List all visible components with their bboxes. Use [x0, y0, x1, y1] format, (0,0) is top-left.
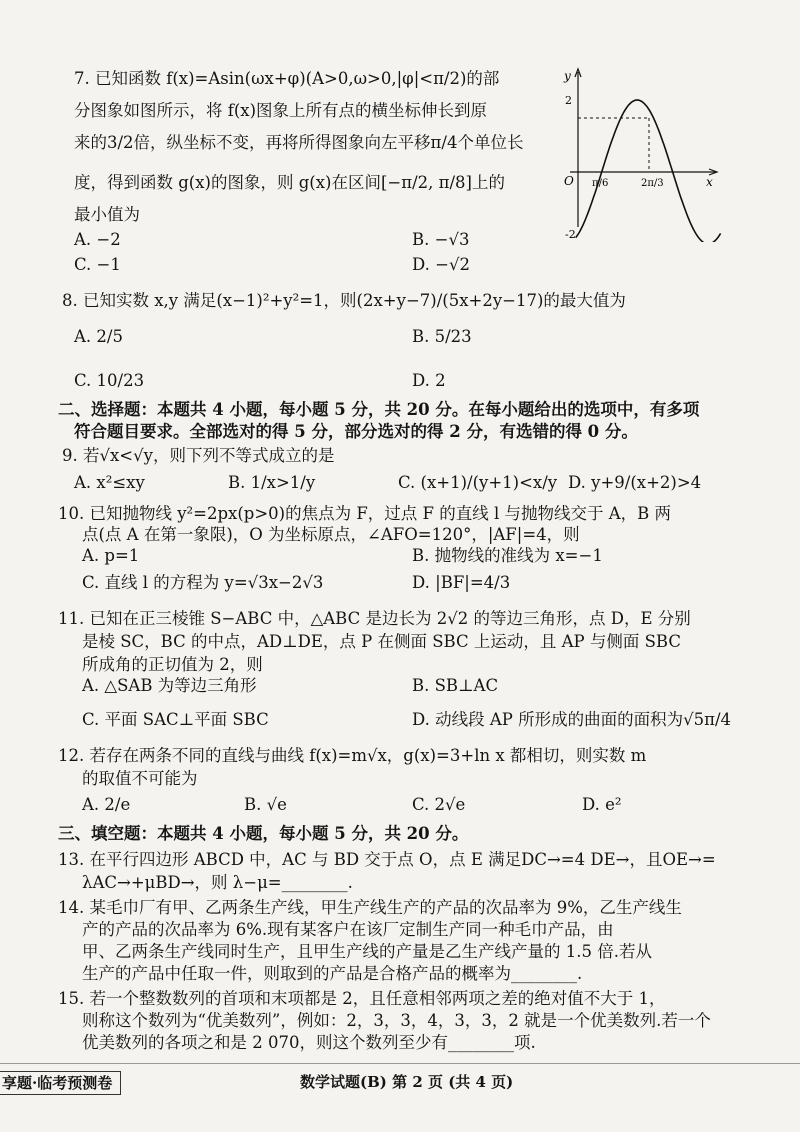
q7-option-b: B. −√3 — [412, 230, 470, 249]
q12-line-1: 12. 若存在两条不同的直线与曲线 f(x)=m√x，g(x)=3+ln x 都相切，则实数 m — [58, 746, 647, 765]
q8-option-c: C. 10/23 — [74, 371, 145, 390]
q9-option-d: D. y+9/(x+2)>4 — [568, 473, 702, 492]
q13-line-1: 13. 在平行四边形 ABCD 中，AC 与 BD 交于点 O，点 E 满足DC→=4 DE→，且OE→= — [58, 850, 716, 869]
q12-option-d: D. e² — [582, 795, 622, 814]
q8-option-b: B. 5/23 — [412, 327, 472, 346]
y-axis-label: y — [564, 69, 571, 83]
y-max-label: 2 — [565, 94, 572, 107]
q7-line-5: 最小值为 — [74, 205, 140, 224]
q7-option-d: D. −√2 — [412, 255, 470, 274]
q15-line-3: 优美数列的各项之和是 2 070，则这个数列至少有________项. — [82, 1033, 536, 1052]
q7-option-c: C. −1 — [74, 255, 121, 274]
x-axis — [570, 169, 717, 175]
q9-option-c: C. (x+1)/(y+1)<x/y — [398, 473, 558, 492]
q12-option-b: B. √e — [244, 795, 287, 814]
q11-line-2: 是棱 SC，BC 的中点，AD⊥DE，点 P 在侧面 SBC 上运动，且 AP 与侧面 SBC — [82, 632, 681, 651]
q14-line-4: 生产的产品中任取一件，则取到的产品是合格产品的概率为________. — [82, 964, 583, 983]
q8-stem: 8. 已知实数 x,y 满足(x−1)²+y²=1，则(2x+y−7)/(5x+2y−17)的最大值为 — [62, 291, 626, 310]
q12-line-2: 的取值不可能为 — [82, 769, 198, 788]
q15-line-1: 15. 若一个整数数列的首项和末项都是 2，且任意相邻两项之差的绝对值不大于 1， — [58, 989, 666, 1008]
q10-option-c: C. 直线 l 的方程为 y=√3x−2√3 — [82, 573, 324, 592]
section-2-header-line-2: 符合题目要求。全部选对的得 5 分，部分选对的得 2 分，有选错的得 0 分。 — [74, 422, 638, 441]
q7-sine-graph — [548, 62, 728, 242]
q11-line-1: 11. 已知在正三棱锥 S−ABC 中，△ABC 是边长为 2√2 的等边三角形，点 D，E 分别 — [58, 609, 691, 628]
q13-line-2: λAC→+μBD→，则 λ−μ=________. — [82, 873, 353, 892]
q9-option-a: A. x²≤xy — [74, 473, 145, 492]
tick-pi-over-6: π/6 — [592, 178, 609, 189]
footer-brand-badge: 享题·临考预测卷 — [0, 1071, 121, 1095]
q11-option-c: C. 平面 SAC⊥平面 SBC — [82, 710, 269, 729]
q10-line-2: 点(点 A 在第一象限)，O 为坐标原点，∠AFO=120°，|AF|=4，则 — [82, 525, 580, 544]
footer-page-info: 数学试题(B) 第 2 页 (共 4 页) — [300, 1073, 514, 1091]
q14-line-2: 产的产品的次品率为 6%.现有某客户在该厂定制生产同一种毛巾产品，由 — [82, 920, 614, 939]
q9-stem: 9. 若√x<√y，则下列不等式成立的是 — [62, 446, 335, 465]
q10-option-d: D. |BF|=4/3 — [412, 573, 511, 592]
q10-line-1: 10. 已知抛物线 y²=2px(p>0)的焦点为 F，过点 F 的直线 l 与抛物线交于 A，B 两 — [58, 504, 672, 523]
tick-2pi-over-3: 2π/3 — [641, 178, 664, 189]
section-2-header-line-1: 二、选择题：本题共 4 小题，每小题 5 分，共 20 分。在每小题给出的选项中，有多项 — [58, 400, 700, 419]
q7-option-a: A. −2 — [74, 230, 121, 249]
sine-curve — [576, 100, 721, 242]
origin-label: O — [564, 174, 574, 188]
y-axis — [575, 69, 581, 227]
q8-option-a: A. 2/5 — [74, 327, 123, 346]
q15-line-2: 则称这个数列为“优美数列”，例如：2，3，3，4，3，3，2 就是一个优美数列.若一个 — [82, 1011, 711, 1030]
q12-option-a: A. 2/e — [82, 795, 131, 814]
y-min-label: -2 — [565, 228, 576, 241]
q7-line-1: 7. 已知函数 f(x)=Asin(ωx+φ)(A>0,ω>0,|φ|<π/2)的部 — [74, 69, 500, 88]
q7-line-2: 分图象如图所示，将 f(x)图象上所有点的横坐标伸长到原 — [74, 101, 488, 120]
section-3-header: 三、填空题：本题共 4 小题，每小题 5 分，共 20 分。 — [58, 824, 469, 843]
q9-option-b: B. 1/x>1/y — [228, 473, 316, 492]
q14-line-3: 甲、乙两条生产线同时生产，且甲生产线的产量是乙生产线产量的 1.5 倍.若从 — [82, 942, 652, 961]
x-axis-label: x — [706, 175, 713, 189]
q7-line-4: 度，得到函数 g(x)的图象，则 g(x)在区间[−π/2, π/8]上的 — [74, 173, 505, 192]
q14-line-1: 14. 某毛巾厂有甲、乙两条生产线，甲生产线生产的产品的次品率为 9%，乙生产线生 — [58, 898, 682, 917]
q10-option-b: B. 抛物线的准线为 x=−1 — [412, 546, 603, 565]
q12-option-c: C. 2√e — [412, 795, 466, 814]
q11-line-3: 所成角的正切值为 2，则 — [82, 655, 263, 674]
footer-rule — [0, 1063, 800, 1064]
q8-option-d: D. 2 — [412, 371, 446, 390]
q11-option-a: A. △SAB 为等边三角形 — [82, 676, 257, 695]
q7-line-3: 来的3/2倍，纵坐标不变，再将所得图象向左平移π/4个单位长 — [74, 133, 524, 152]
q11-option-b: B. SB⊥AC — [412, 676, 499, 695]
q10-option-a: A. p=1 — [82, 546, 140, 565]
q11-option-d: D. 动线段 AP 所形成的曲面的面积为√5π/4 — [412, 710, 732, 729]
